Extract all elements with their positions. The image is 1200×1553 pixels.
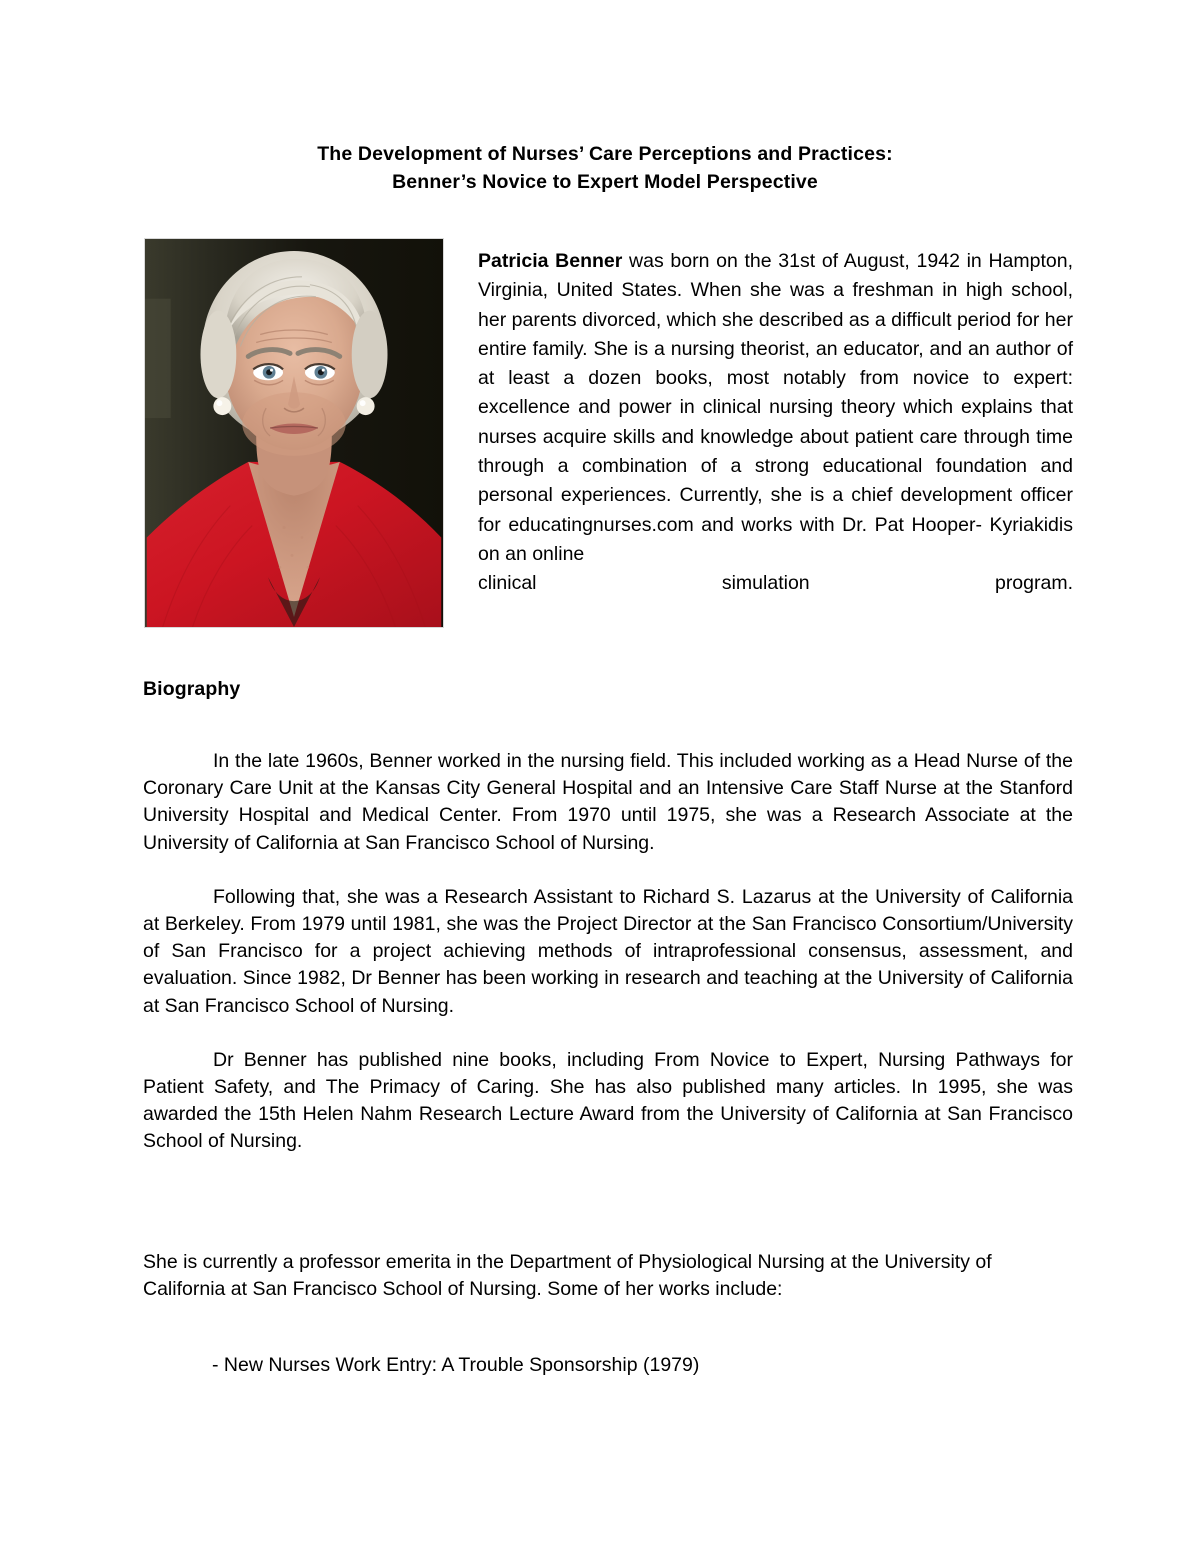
- portrait-photo: [144, 238, 444, 628]
- intro-body-text: was born on the 31st of August, 1942 in Hampton, Virginia, United States. When she was a freshman in high school, her parents divorced, which she described as a difficult period for her entire family. She is a nursing theorist, an educator, and an author of at least a dozen books, most notably from novice to expert: excellence and power in clinical nursing theory which explains that nurses acquire skills and knowledge about patient care through time through a combination of a strong educational foundation and personal experiences. Currently, she is a chief development officer for educatingnurses.com and works with Dr. Pat Hooper- Kyriakidis on an online: [478, 250, 1074, 565]
- title-line-2: Benner’s Novice to Expert Model Perspective: [392, 171, 818, 193]
- biography-paragraph-2: Following that, she was a Research Assistant to Richard S. Lazarus at the University of California at Berkeley. From 1979 until 1981, she was the Project Director at the San Francisco Consortium/University of San Francisco for a project achieving methods of intraprofessional consensus, assessment, and evaluation. Since 1982, Dr Benner has been working in research and teaching at the University of California at San Francisco School of Nursing.: [143, 885, 1073, 1017]
- title-line-1: The Development of Nurses’ Care Perceptions and Practices:: [317, 143, 893, 165]
- biography-heading: Biography: [143, 678, 241, 700]
- biography-paragraph-1: In the late 1960s, Benner worked in the nursing field. This included working as a Head Nurse of the Coronary Care Unit at the Kansas City General Hospital and an Intensive Care Staff Nurse at the Stanford University Hospital and Medical Center. From 1970 until 1975, she was a Research Associate at the University of California at San Francisco School of Nursing.: [143, 750, 1073, 854]
- biography-body: [143, 748, 1073, 1183]
- list-item: - New Nurses Work Entry: A Trouble Sponsorship (1979): [212, 1354, 700, 1376]
- closing-paragraph: She is currently a professor emerita in the Department of Physiological Nursing at the University of California at San Francisco School of Nursing. Some of her works include:: [143, 1251, 992, 1301]
- page-title: [140, 140, 1070, 196]
- intro-last-line: clinical simulation program.: [478, 572, 1073, 595]
- works-list: [212, 1352, 1072, 1379]
- portrait-image: [145, 239, 443, 627]
- subject-name: Patricia Benner: [478, 250, 623, 272]
- intro-paragraph: [478, 247, 1073, 628]
- biography-paragraph-3: Dr Benner has published nine books, including From Novice to Expert, Nursing Pathways for Patient Safety, and The Primacy of Caring. She has also published many articles. In 1995, she was awarded the 15th Helen Nahm Research Lecture Award from the University of California at San Francisco School of Nursing.: [143, 1048, 1073, 1153]
